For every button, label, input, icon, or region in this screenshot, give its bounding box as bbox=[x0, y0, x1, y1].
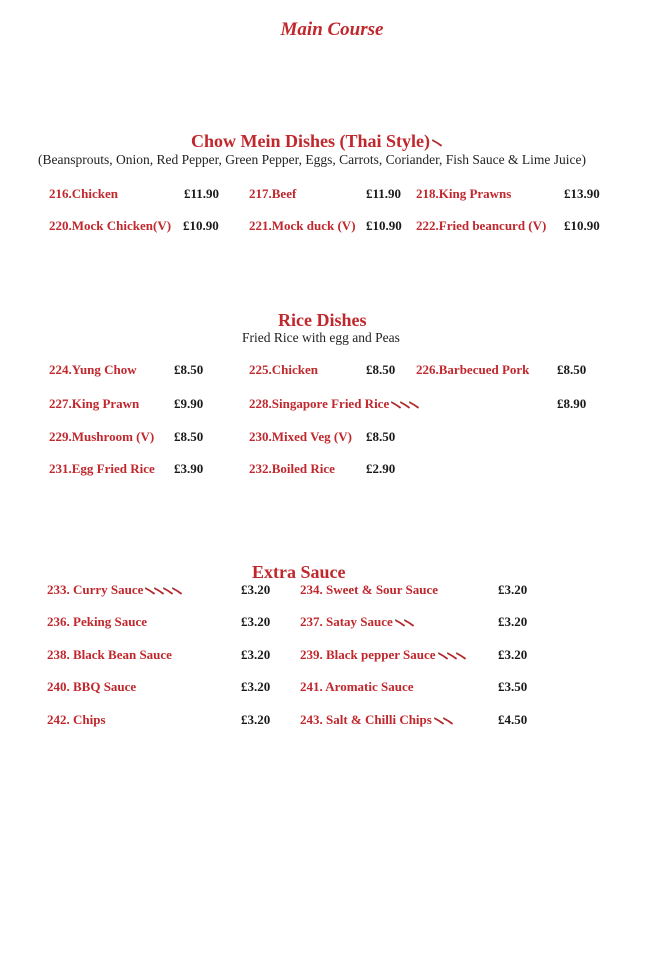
menu-item-price: £11.90 bbox=[366, 186, 402, 201]
menu-item-name: 227.King Prawn bbox=[49, 396, 140, 411]
menu-item-name: 234. Sweet & Sour Sauce bbox=[300, 582, 439, 597]
menu-item-price: £10.90 bbox=[366, 218, 402, 233]
menu-item-name: 231.Egg Fried Rice bbox=[49, 461, 155, 476]
menu-item-name: 224.Yung Chow bbox=[49, 362, 137, 377]
menu-item-price: £10.90 bbox=[183, 218, 219, 233]
menu-item-price: £3.20 bbox=[241, 647, 271, 662]
menu-item-price: £8.50 bbox=[366, 362, 396, 377]
menu-item-price: £13.90 bbox=[564, 186, 600, 201]
menu-item-name: 240. BBQ Sauce bbox=[47, 679, 137, 694]
menu-item-price: £8.50 bbox=[174, 429, 204, 444]
menu-item-name: 225.Chicken bbox=[249, 362, 318, 377]
menu-item-name: 221.Mock duck (V) bbox=[249, 218, 356, 233]
menu-item-price: £3.50 bbox=[498, 679, 528, 694]
menu-item-price: £3.20 bbox=[498, 614, 528, 629]
menu-item bbox=[300, 614, 415, 630]
menu-item-price: £3.20 bbox=[241, 712, 271, 727]
menu-item-price: £4.50 bbox=[498, 712, 528, 727]
menu-item-name: 222.Fried beancurd (V) bbox=[416, 218, 547, 233]
menu-item-name: 239. Black pepper Sauce bbox=[300, 647, 436, 662]
menu-item-name: 236. Peking Sauce bbox=[47, 614, 148, 629]
chow-mein-title-text: Chow Mein Dishes (Thai Style) bbox=[191, 131, 431, 151]
chilli-icon bbox=[395, 619, 415, 627]
chow-mein-subtitle: (Beansprouts, Onion, Red Pepper, Green Pepper, Eggs, Carrots, Coriander, Fish Sauce & Lime Juice) bbox=[38, 152, 587, 167]
chilli-icon bbox=[145, 587, 183, 595]
menu-item-name: 237. Satay Sauce bbox=[300, 614, 393, 629]
menu-item bbox=[249, 396, 420, 412]
menu-item-price: £2.90 bbox=[366, 461, 396, 476]
menu-item-name: 242. Chips bbox=[47, 712, 106, 727]
page-title: Main Course bbox=[280, 19, 384, 40]
chilli-icon bbox=[432, 139, 443, 147]
menu-item-price: £3.90 bbox=[174, 461, 204, 476]
menu-item-name: 216.Chicken bbox=[49, 186, 118, 201]
menu-item-price: £10.90 bbox=[564, 218, 600, 233]
menu-item-price: £11.90 bbox=[184, 186, 220, 201]
sauce-title: Extra Sauce bbox=[252, 562, 346, 582]
menu-item-price: £3.20 bbox=[498, 582, 528, 597]
menu-item-name: 220.Mock Chicken(V) bbox=[49, 218, 172, 233]
menu-item-name: 243. Salt & Chilli Chips bbox=[300, 712, 432, 727]
menu-item-price: £3.20 bbox=[241, 614, 271, 629]
menu-item bbox=[300, 647, 467, 663]
chilli-icon bbox=[434, 717, 454, 725]
menu-item-name: 241. Aromatic Sauce bbox=[300, 679, 414, 694]
chilli-icon bbox=[438, 652, 467, 660]
menu-item-name: 230.Mixed Veg (V) bbox=[249, 429, 352, 444]
menu-item-name: 238. Black Bean Sauce bbox=[47, 647, 172, 662]
rice-title: Rice Dishes bbox=[278, 310, 367, 330]
menu-item-name: 226.Barbecued Pork bbox=[416, 362, 530, 377]
rice-subtitle: Fried Rice with egg and Peas bbox=[242, 330, 400, 345]
menu-item-price: £8.50 bbox=[557, 362, 587, 377]
menu-item bbox=[300, 712, 454, 728]
chilli-icon bbox=[391, 401, 420, 409]
menu-item-price: £8.50 bbox=[174, 362, 204, 377]
menu-item-name: 218.King Prawns bbox=[416, 186, 512, 201]
menu-item-price: £3.20 bbox=[498, 647, 528, 662]
menu-item bbox=[47, 582, 183, 598]
menu-item-price: £8.90 bbox=[557, 396, 587, 411]
menu-item-name: 229.Mushroom (V) bbox=[49, 429, 155, 444]
menu-item-price: £3.20 bbox=[241, 679, 271, 694]
menu-item-price: £8.50 bbox=[366, 429, 396, 444]
menu-item-name: 232.Boiled Rice bbox=[249, 461, 335, 476]
menu-item-price: £9.90 bbox=[174, 396, 204, 411]
menu-item-name: 233. Curry Sauce bbox=[47, 582, 144, 597]
chow-mein-title bbox=[191, 131, 443, 152]
menu-item-name: 228.Singapore Fried Rice bbox=[249, 396, 390, 411]
menu-item-price: £3.20 bbox=[241, 582, 271, 597]
menu-item-name: 217.Beef bbox=[249, 186, 297, 201]
